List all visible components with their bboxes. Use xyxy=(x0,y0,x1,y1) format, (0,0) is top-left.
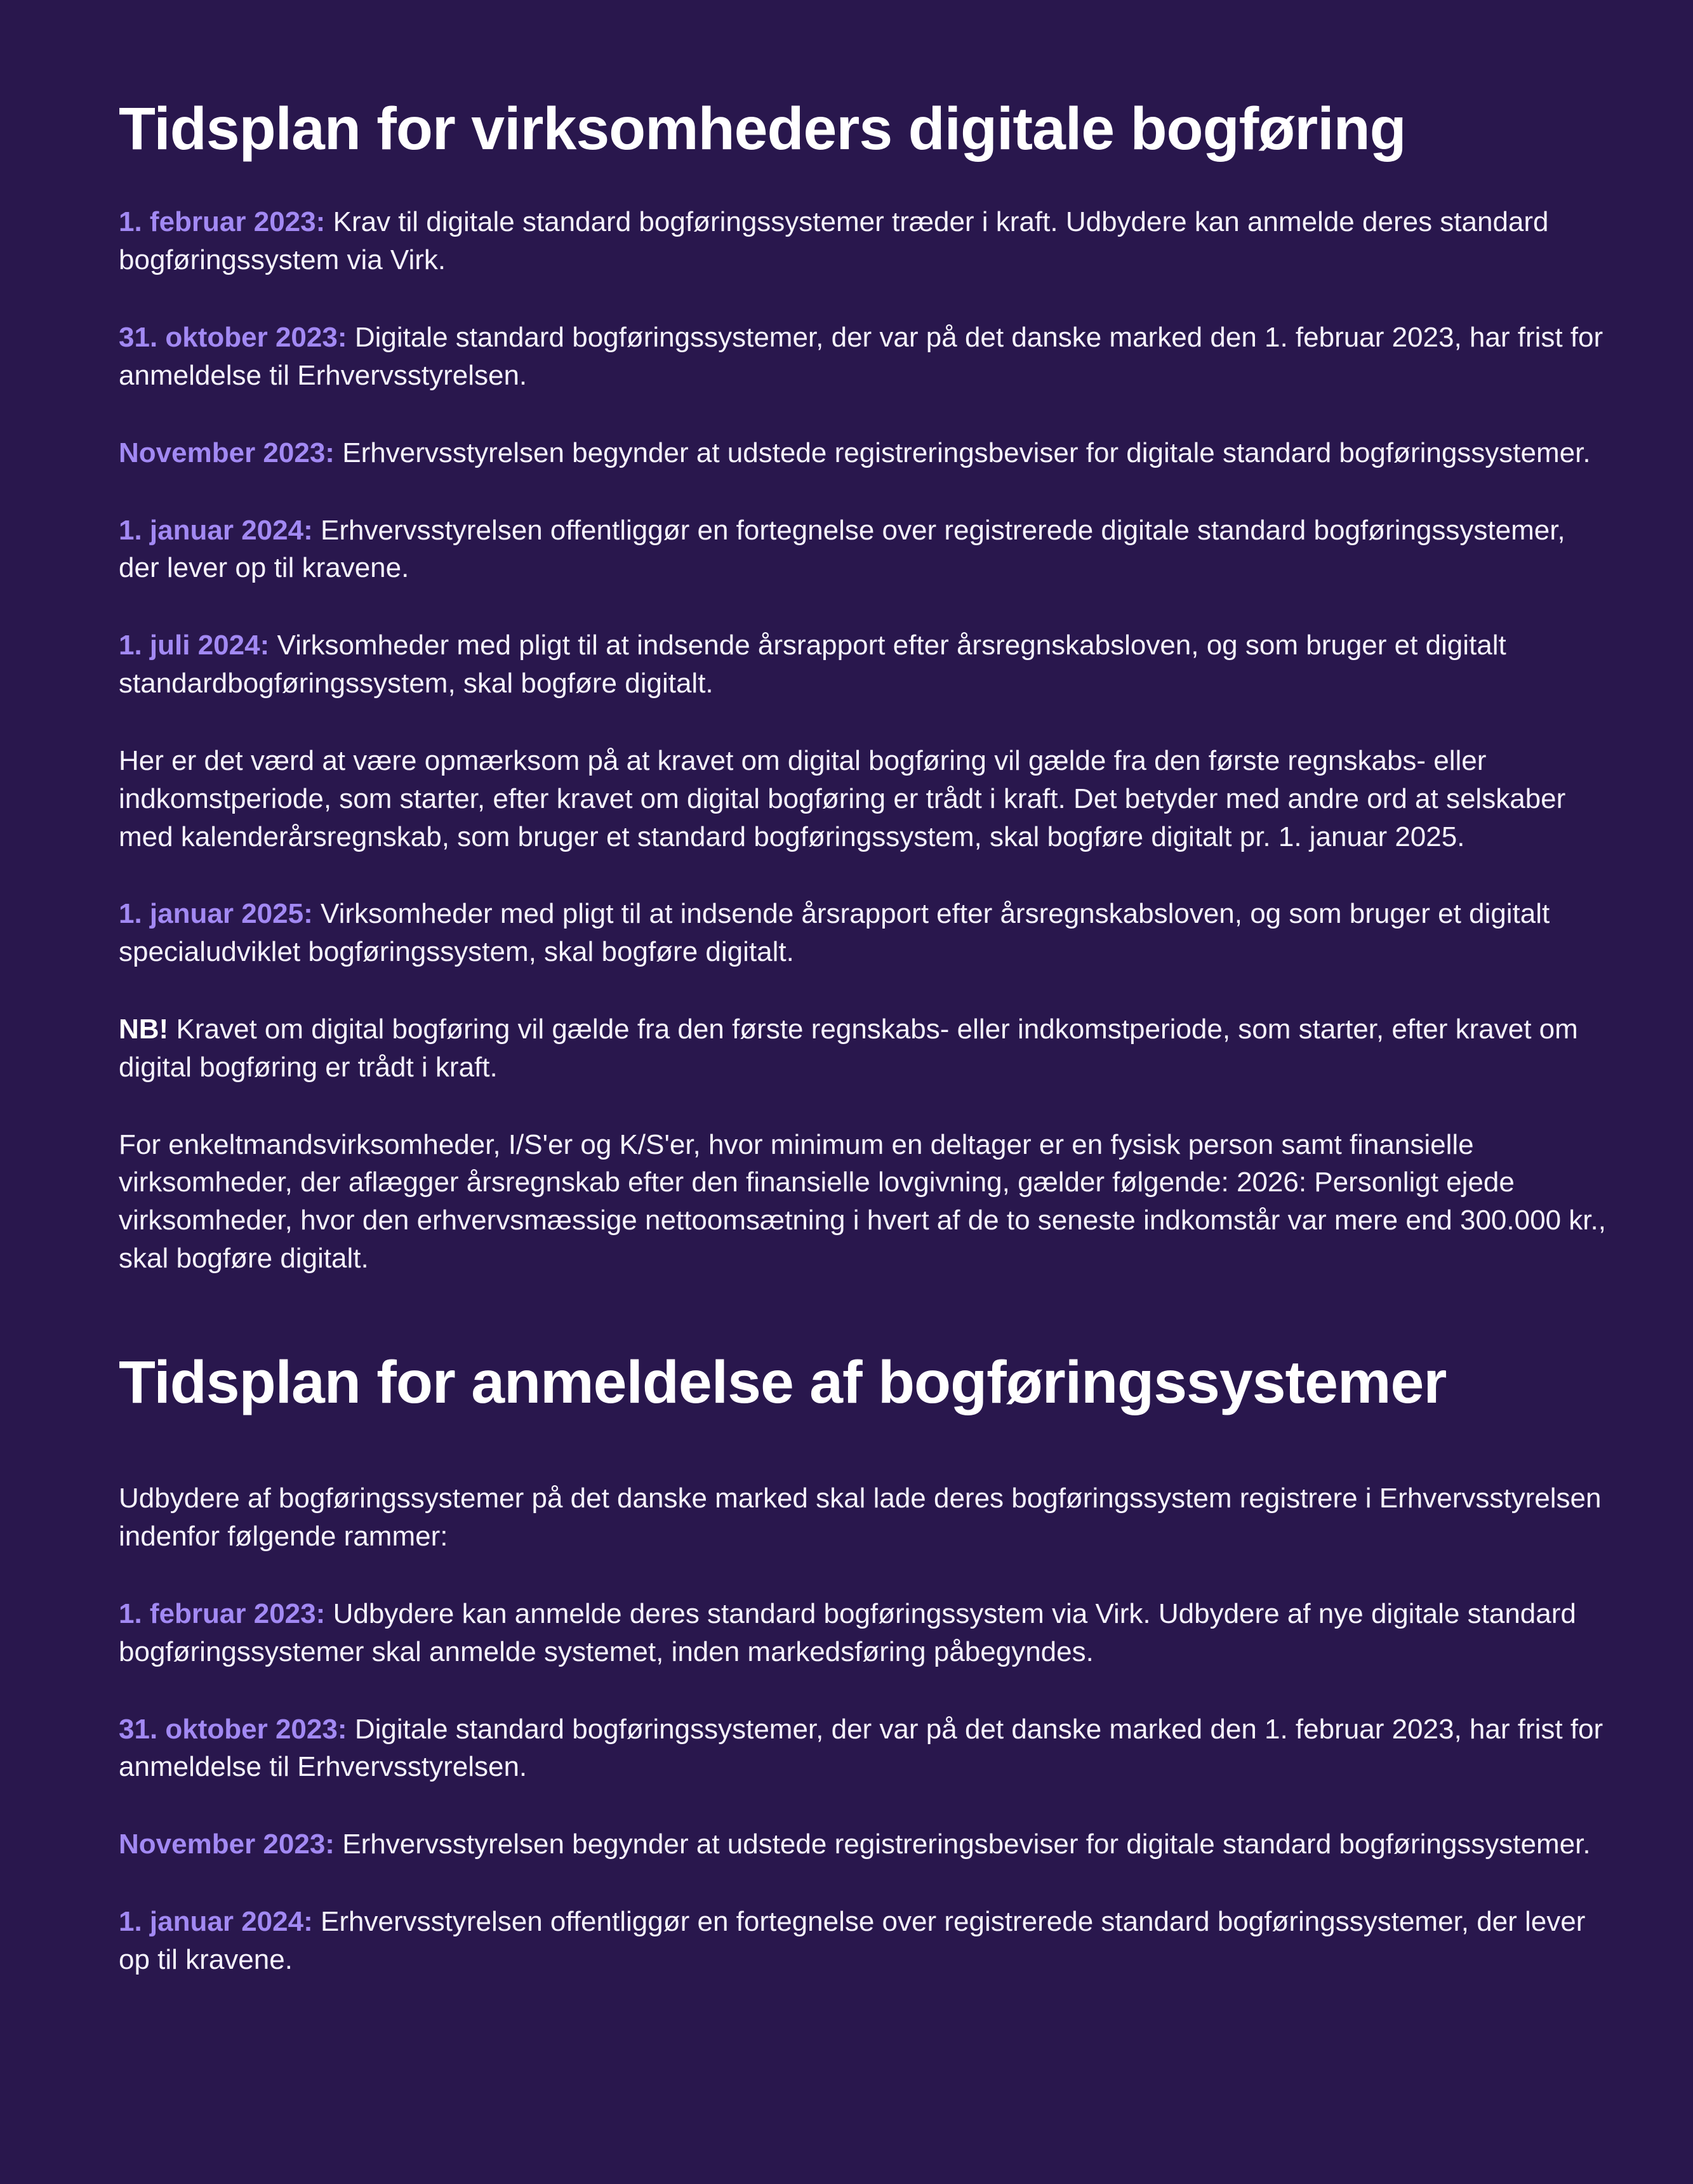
timeline-text: Virksomheder med pligt til at indsende årsrapport efter årsregnskabsloven, og som bruger et digitalt standardbogføringssystem, skal bogføre digitalt. xyxy=(119,630,1506,699)
document-content xyxy=(119,95,1607,1979)
timeline-text: Udbydere kan anmelde deres standard bogføringssystem via Virk. Udbydere af nye digitale standard bogføringssystemer skal anmelde systemet, inden markedsføring påbegyndes. xyxy=(119,1598,1576,1667)
timeline-paragraph xyxy=(119,1595,1607,1671)
timeline-paragraph xyxy=(119,1126,1607,1278)
timeline-paragraph xyxy=(119,434,1607,472)
timeline-paragraph xyxy=(119,319,1607,395)
timeline-paragraph xyxy=(119,626,1607,703)
timeline-date-label: 1. juli 2024: xyxy=(119,630,270,661)
timeline-date-label: November 2023: xyxy=(119,437,335,468)
timeline-text: Erhvervsstyrelsen offentliggør en fortegnelse over registrerede digitale standard bogføringssystemer, der lever op til kravene. xyxy=(119,514,1565,584)
timeline-paragraph xyxy=(119,1825,1607,1863)
timeline-date-label: 1. januar 2024: xyxy=(119,1906,313,1938)
timeline-date-label: 31. oktober 2023: xyxy=(119,1713,347,1745)
timeline-paragraph xyxy=(119,203,1607,279)
timeline-text: Kravet om digital bogføring vil gælde fra den første regnskabs- eller indkomstperiode, som starter, efter kravet om digital bogføring er trådt i kraft. xyxy=(119,1013,1578,1083)
section2-title: Tidsplan for anmeldelse af bogføringssystemer xyxy=(119,1348,1447,1416)
timeline-paragraph xyxy=(119,512,1607,588)
timeline-paragraph xyxy=(119,895,1607,971)
timeline-text: Her er det værd at være opmærksom på at kravet om digital bogføring vil gælde fra den første regnskabs- eller indkomstperiode, som starter, efter kravet om digital bogføring er trådt i kraft. Det betyder med andre ord at selskaber med kalenderårsregnskab, som bruger et standard bogføringssystem, skal bogføre digitalt pr. 1. januar 2025. xyxy=(119,745,1566,852)
timeline-date-label: NB! xyxy=(119,1013,169,1045)
timeline-paragraph xyxy=(119,1903,1607,1979)
section2-intro-text: Udbydere af bogføringssystemer på det danske marked skal lade deres bogføringssystem registrere i Erhvervsstyrelsen indenfor følgende rammer: xyxy=(119,1483,1602,1552)
section-digital-bogfoering xyxy=(119,95,1607,1278)
timeline-text: Erhvervsstyrelsen offentliggør en fortegnelse over registrerede standard bogføringssystemer, der lever op til kravene. xyxy=(119,1906,1586,1975)
section2-intro xyxy=(119,1479,1607,1556)
timeline-date-label: November 2023: xyxy=(119,1829,335,1860)
timeline-paragraph xyxy=(119,1010,1607,1087)
timeline-text: Erhvervsstyrelsen begynder at udstede registreringsbeviser for digitale standard bogføringssystemer. xyxy=(342,437,1591,468)
timeline-text: Digitale standard bogføringssystemer, der var på det danske marked den 1. februar 2023, har frist for anmeldelse til Erhvervsstyrelsen. xyxy=(119,322,1603,391)
timeline-text: Erhvervsstyrelsen begynder at udstede registreringsbeviser for digitale standard bogføringssystemer. xyxy=(342,1829,1591,1860)
section-anmeldelse xyxy=(119,1349,1607,1979)
timeline-text: For enkeltmandsvirksomheder, I/S'er og K/S'er, hvor minimum en deltager er en fysisk person samt finansielle virksomheder, der aflægger årsregnskab efter den finansielle lovgivning, gælder følgende: 2026: Personligt ejede virksomheder, hvor den erhvervsmæssige nettoomsætning i hvert af de to seneste indkomstår var mere end 300.000 kr., skal bogføre digitalt. xyxy=(119,1128,1606,1274)
timeline-paragraph xyxy=(119,1711,1607,1787)
timeline-date-label: 1. februar 2023: xyxy=(119,1598,326,1629)
section1-title: Tidsplan for virksomheders digitale bogføring xyxy=(119,95,1406,162)
timeline-text: Krav til digitale standard bogføringssystemer træder i kraft. Udbydere kan anmelde deres standard bogføringssystem via Virk. xyxy=(119,206,1549,276)
timeline-text: Digitale standard bogføringssystemer, der var på det danske marked den 1. februar 2023, har frist for anmeldelse til Erhvervsstyrelsen. xyxy=(119,1713,1603,1783)
timeline-date-label: 1. februar 2023: xyxy=(119,206,326,238)
timeline-date-label: 1. januar 2024: xyxy=(119,514,313,546)
timeline-date-label: 1. januar 2025: xyxy=(119,898,313,930)
timeline-paragraph xyxy=(119,742,1607,856)
timeline-text: Virksomheder med pligt til at indsende årsrapport efter årsregnskabsloven, og som bruger et digitalt specialudviklet bogføringssystem, skal bogføre digitalt. xyxy=(119,898,1550,968)
section2-timeline-list xyxy=(119,1595,1607,1979)
timeline-date-label: 31. oktober 2023: xyxy=(119,322,347,354)
section1-timeline-list xyxy=(119,203,1607,1278)
